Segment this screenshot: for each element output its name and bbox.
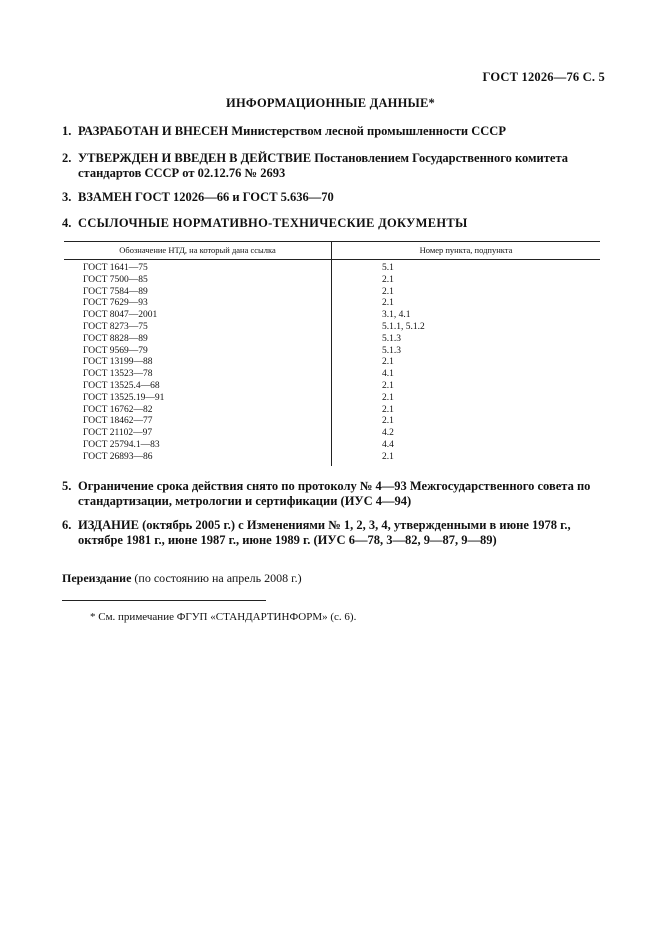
section-5-number: 5. — [62, 479, 72, 493]
table-cell-clause: 4.2 — [382, 428, 394, 439]
section-6-number: 6. — [62, 518, 72, 532]
page-title: ИНФОРМАЦИОННЫЕ ДАННЫЕ* — [226, 96, 435, 110]
table-cell-document: ГОСТ 13525.4—68 — [83, 380, 160, 391]
table-cell-document: ГОСТ 25794.1—83 — [83, 439, 160, 450]
table-top-rule — [64, 241, 600, 242]
table-cell-document: ГОСТ 8828—89 — [83, 333, 148, 344]
table-cell-clause: 2.1 — [382, 298, 394, 309]
section-5-text: Ограничение срока действия снято по протоколу № 4—93 Межгосударственного совета по стандартизации, метрологии и сертификации (ИУС 4—94) — [78, 479, 591, 508]
table-header-clause: Номер пункта, подпункта — [419, 245, 513, 255]
table-column-documents — [83, 263, 164, 464]
section-3-text: ВЗАМЕН ГОСТ 12026—66 и ГОСТ 5.636—70 — [78, 190, 334, 204]
table-cell-document: ГОСТ 21102—97 — [83, 428, 153, 439]
table-cell-clause: 5.1 — [382, 263, 394, 273]
table-cell-clause: 2.1 — [382, 404, 394, 415]
table-cell-document: ГОСТ 13523—78 — [83, 369, 153, 380]
section-1-lead: РАЗРАБОТАН И ВНЕСЕН — [78, 124, 229, 138]
table-cell-clause: 5.1.3 — [382, 333, 401, 344]
table-column-divider — [331, 241, 332, 466]
reissue-label: Переиздание — [62, 571, 132, 585]
table-cell-document: ГОСТ 8047—2001 — [83, 310, 158, 321]
table-cell-document: ГОСТ 18462—77 — [83, 416, 153, 427]
section-3-number: 3. — [62, 190, 72, 204]
section-2 — [62, 151, 604, 181]
table-cell-document: ГОСТ 13525.19—91 — [83, 392, 165, 403]
table-cell-clause: 2.1 — [382, 286, 394, 297]
table-cell-document: ГОСТ 9569—79 — [83, 345, 148, 356]
section-3 — [62, 190, 604, 205]
section-5 — [62, 479, 604, 509]
section-1 — [62, 124, 604, 139]
table-cell-document: ГОСТ 7629—93 — [83, 298, 148, 309]
table-header-document: Обозначение НТД, на который дана ссылка — [119, 245, 276, 255]
table-cell-document: ГОСТ 16762—82 — [83, 404, 153, 415]
table-cell-clause: 5.1.1, 5.1.2 — [382, 321, 425, 332]
footnote-rule — [62, 600, 266, 601]
section-6 — [62, 518, 604, 548]
page-header-reference: ГОСТ 12026—76 С. 5 — [482, 70, 605, 84]
table-cell-clause: 2.1 — [382, 392, 394, 403]
reference-documents-table — [64, 241, 600, 466]
section-1-number: 1. — [62, 124, 72, 138]
table-cell-clause: 2.1 — [382, 416, 394, 427]
table-cell-clause: 4.4 — [382, 439, 394, 450]
section-4-number: 4. — [62, 216, 72, 230]
table-cell-clause: 2.1 — [382, 274, 394, 285]
table-cell-clause: 2.1 — [382, 357, 394, 368]
section-1-text: Министерством лесной промышленности СССР — [228, 124, 506, 138]
table-cell-clause: 4.1 — [382, 369, 394, 380]
table-cell-document: ГОСТ 8273—75 — [83, 321, 148, 332]
section-4-text: ССЫЛОЧНЫЕ НОРМАТИВНО-ТЕХНИЧЕСКИЕ ДОКУМЕНТЫ — [78, 216, 468, 230]
table-cell-document: ГОСТ 1641—75 — [83, 263, 148, 273]
section-2-number: 2. — [62, 151, 72, 165]
footnote: * См. примечание ФГУП «СТАНДАРТИНФОРМ» (с. 6). — [90, 611, 357, 623]
section-2-lead: УТВЕРЖДЕН И ВВЕДЕН В ДЕЙСТВИЕ — [78, 151, 312, 165]
table-cell-clause: 3.1, 4.1 — [382, 310, 411, 321]
table-header-rule — [64, 259, 600, 260]
table-cell-clause: 2.1 — [382, 380, 394, 391]
reissue-note — [62, 571, 302, 586]
section-2-text: Постановлением Государственного комитета стандартов СССР от 02.12.76 № 2693 — [78, 151, 568, 180]
table-cell-document: ГОСТ 7584—89 — [83, 286, 148, 297]
table-cell-document: ГОСТ 7500—85 — [83, 274, 148, 285]
table-column-clauses — [382, 263, 425, 464]
section-6-text: ИЗДАНИЕ (октябрь 2005 г.) с Изменениями № 1, 2, 3, 4, утвержденными в июне 1978 г., октябре 1981 г., июне 1987 г., июне 1989 г. (ИУС 6—78, 3—82, 9—87, 9—89) — [78, 518, 571, 547]
table-cell-clause: 5.1.3 — [382, 345, 401, 356]
table-cell-document: ГОСТ 13199—88 — [83, 357, 153, 368]
table-cell-clause: 2.1 — [382, 451, 394, 462]
section-4 — [62, 216, 604, 231]
table-cell-document: ГОСТ 26893—86 — [83, 451, 153, 462]
reissue-text: (по состоянию на апрель 2008 г.) — [131, 571, 302, 585]
